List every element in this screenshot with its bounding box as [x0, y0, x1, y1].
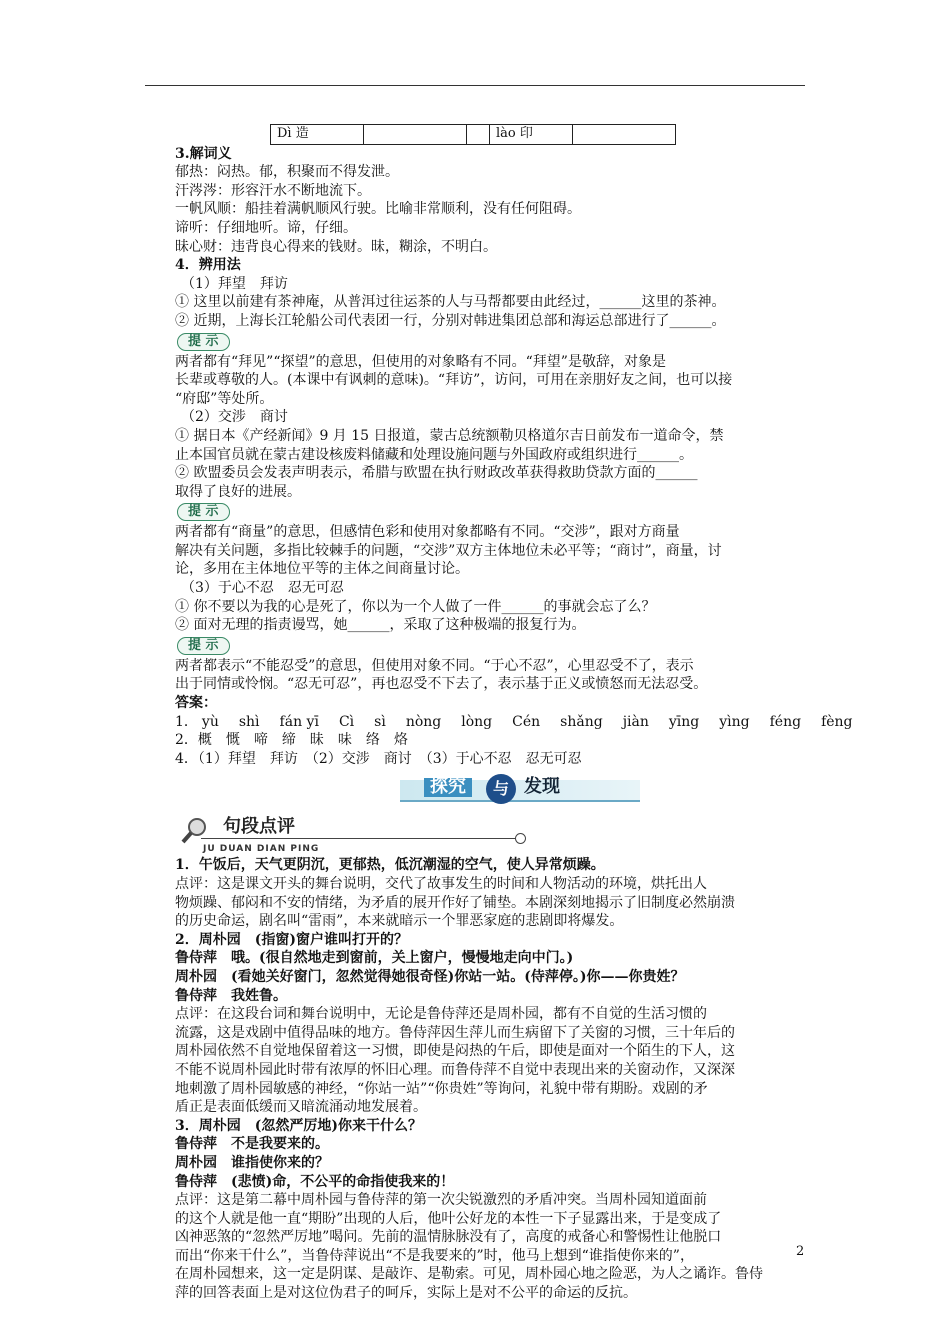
- table-cell: [573, 125, 676, 145]
- quote-line: 鲁侍萍 (悲愤)命，不公平的命指使我来的！: [175, 1173, 455, 1190]
- section-heading-title: 句段点评: [223, 816, 295, 838]
- comment-line: 在周朴园想来，这一定是阴谋、是敲诈、是勒索。可见，周朴园心地之险恶，为人之谲诈。鲁侍: [175, 1266, 763, 1283]
- text-line: 昧心财：违背良心得来的钱财。昧，糊涂，不明白。: [175, 238, 497, 255]
- text-line: 长辈或尊敬的人。(本课中有讽刺的意味)。“拜访”，访问，可用在亲朋好友之间，也可以接: [175, 372, 733, 389]
- group-head: （2）交涉 商讨: [181, 409, 288, 426]
- group-head: （1）拜望 拜访: [181, 275, 288, 292]
- pinyin-item: yīng: [668, 713, 700, 730]
- comment-line: 点评：这是第二幕中周朴园与鲁侍萍的第一次尖锐激烈的矛盾冲突。当周朴园知道面前: [175, 1192, 707, 1209]
- text-line: 止本国官员就在蒙古建设核废料储藏和处理设施问题与外国政府或组织进行______。: [175, 446, 693, 463]
- heading-dot: [515, 833, 526, 844]
- text-line: 解决有关问题，多指比较棘手的问题，“交涉”双方主体地位未必平等；“商讨”，商量，讨: [175, 542, 722, 559]
- pinyin-item: féng: [769, 713, 802, 730]
- banner-word: 探究: [424, 778, 472, 797]
- table-cell: [467, 125, 490, 145]
- pinyin-item: lòng: [461, 713, 493, 730]
- section-heading-en: JU DUAN DIAN PING: [203, 844, 320, 855]
- text-line: 谛听：仔细地听。谛，仔细。: [175, 219, 357, 236]
- section-title: 3.解词义: [175, 145, 232, 162]
- text-line: 取得了良好的进展。: [175, 483, 301, 500]
- answers-line: 2．概 慨 啼 缔 昧 味 络 烙: [175, 732, 408, 749]
- pinyin-item: Cì: [338, 713, 355, 730]
- answers-line: 4．（1）拜望 拜访 （2）交涉 商讨 （3）于心不忍 忍无可忍: [175, 750, 582, 767]
- group-head: （3）于心不忍 忍无可忍: [181, 580, 344, 597]
- quote-line: 鲁侍萍 哦。(很自然地走到窗前，关上窗户，慢慢地走向中门。): [175, 950, 574, 967]
- answer-prefix: 1．: [175, 713, 198, 730]
- quote-line: 鲁侍萍 我姓鲁。: [175, 987, 287, 1004]
- text-line: ② 面对无理的指责谩骂，她______，采取了这种极端的报复行为。: [175, 617, 586, 634]
- text-line: ① 据日本《产经新闻》9 月 15 日报道，蒙古总统额勒贝格道尔吉日前发布一道命令，禁: [175, 427, 724, 444]
- pinyin-item: fán yī: [279, 713, 319, 730]
- answers-title: 答案：: [175, 695, 217, 712]
- table-cell: [364, 125, 467, 145]
- tip-badge: 提 示: [177, 333, 230, 351]
- pinyin-item: jiàn: [622, 713, 649, 730]
- comment-line: 物烦躁、郁闷和不安的情绪，为矛盾的展开作好了铺垫。本剧深刻地揭示了旧制度必然崩溃: [175, 894, 735, 911]
- comment-line: 盾正是表面低缓而又暗流涌动地发展着。: [175, 1099, 427, 1116]
- text-line: ② 近期，上海长江轮船公司代表团一行，分别对韩进集团总部和海运总部进行了______。: [175, 312, 726, 329]
- pinyin-item: yìng: [719, 713, 750, 730]
- section-title: 4．辨用法: [175, 257, 241, 274]
- comment-line: 萍的回答表面上是对这位伪君子的呵斥，实际上是对不公平的命运的反抗。: [175, 1285, 637, 1302]
- tip-badge: 提 示: [177, 503, 230, 521]
- comment-line: 不能不说周朴园此时带有浓厚的怀旧心理。而鲁侍萍不自觉中表现出来的关窗动作，又深深: [175, 1061, 735, 1078]
- text-line: ① 你不要以为我的心是死了，你以为一个人做了一件______的事就会忘了么？: [175, 598, 656, 615]
- section-heading: [175, 814, 810, 856]
- quote-line: 1．午饭后，天气更阴沉，更郁热，低沉潮湿的空气，使人异常烦躁。: [175, 857, 605, 874]
- page-number: 2: [796, 1244, 805, 1259]
- text-line: 出于同情或怜悯。“忍无可忍”，再也忍受不下去了，表示基于正义或愤怒而无法忍受。: [175, 676, 708, 693]
- banner-word: 发现: [524, 776, 560, 798]
- text-line: 两者都有“拜见”“探望”的意思，但使用的对象略有不同。“拜望”是敬辞，对象是: [175, 353, 666, 370]
- pinyin-item: yù: [201, 713, 219, 730]
- text-line: ② 欧盟委员会发表声明表示，希腊与欧盟在执行财政改革获得救助贷款方面的______: [175, 465, 698, 482]
- comment-line: 地刺激了周朴园敏感的神经，“你站一站”“你贵姓”等询问，礼貌中带有期盼。戏剧的矛: [175, 1080, 708, 1097]
- text-line: 两者都表示“不能忍受”的意思，但使用对象不同。“于心不忍”，心里忍受不了，表示: [175, 657, 694, 674]
- comment-line: 而出“你来干什么”，当鲁侍萍说出“不是我要来的”时，他马上想到“谁指使你来的”，: [175, 1247, 694, 1264]
- pinyin-item: shì: [238, 713, 260, 730]
- text-line: ① 这里以前建有茶神庵，从普洱过往运茶的人与马帮都要由此经过，______这里的茶神。: [175, 294, 726, 311]
- comment-line: 点评：在这段台词和舞台说明中，无论是鲁侍萍还是周朴园，都有不自觉的生活习惯的: [175, 1006, 707, 1023]
- text-line: 论，多用在主体地位平等的主体之间商量讨论。: [175, 561, 469, 578]
- quote-line: 鲁侍萍 不是我要来的。: [175, 1136, 329, 1153]
- banner-circle: 与: [486, 774, 516, 804]
- comment-line: 的这个人就是他一直“期盼”出现的人后，他叶公好龙的本性一下子显露出来，于是变成了: [175, 1210, 722, 1227]
- pinyin-item: shǎng: [560, 713, 603, 730]
- quote-line: 2．周朴园 (指窗)窗户谁叫打开的？: [175, 931, 408, 948]
- quote-line: 周朴园 (看她关好窗门，忽然觉得她很奇怪)你站一站。(侍萍停。)你——你贵姓？: [175, 968, 685, 985]
- pinyin-item: nòng: [405, 713, 442, 730]
- pinyin-item: Cén: [512, 713, 541, 730]
- pinyin-item: sì: [374, 713, 386, 730]
- pronunciation-table: [270, 124, 676, 145]
- content: [175, 124, 853, 1303]
- text-line: 郁热：闷热。郁，积聚而不得发泄。: [175, 164, 399, 181]
- pinyin-item: fèng: [821, 713, 853, 730]
- tip-badge: 提 示: [177, 637, 230, 655]
- explore-banner: [400, 774, 640, 808]
- comment-line: 的历史命运，剧名叫“雷雨”，本来就暗示一个罪恶家庭的悲剧即将爆发。: [175, 913, 624, 930]
- comment-line: 周朴园依然不自觉地保留着这一习惯，即使是闷热的午后，即使是面对一个陌生的下人，这: [175, 1043, 735, 1060]
- comment-line: 点评：这是课文开头的舞台说明，交代了故事发生的时间和人物活动的环境，烘托出人: [175, 876, 707, 892]
- text-line: 两者都有“商量”的意思，但感情色彩和使用对象都略有不同。“交涉”，跟对方商量: [175, 524, 680, 541]
- header-rule: [145, 85, 805, 86]
- quote-line: 3．周朴园 (忽然严厉地)你来干什么？: [175, 1117, 422, 1134]
- text-line: “府邸”等处所。: [175, 390, 274, 407]
- table-cell: lào 印: [490, 125, 573, 145]
- quote-line: 周朴园 谁指使你来的？: [175, 1154, 329, 1171]
- comment-line: 凶神恶煞的“忽然严厉地”喝问。先前的温情脉脉没有了，高度的戒备心和警惕性让他脱口: [175, 1229, 722, 1246]
- table-cell: Dì 造: [271, 125, 364, 145]
- text-line: 一帆风顺：船挂着满帆顺风行驶。比喻非常顺利，没有任何阻碍。: [175, 201, 581, 218]
- heading-underline: [201, 838, 521, 839]
- answers-pinyin-line: [175, 713, 853, 732]
- comment-line: 流露，这是戏剧中值得品味的地方。鲁侍萍因生萍儿而生病留下了关窗的习惯，三十年后的: [175, 1024, 735, 1041]
- text-line: 汗涔涔：形容汗水不断地流下。: [175, 182, 371, 199]
